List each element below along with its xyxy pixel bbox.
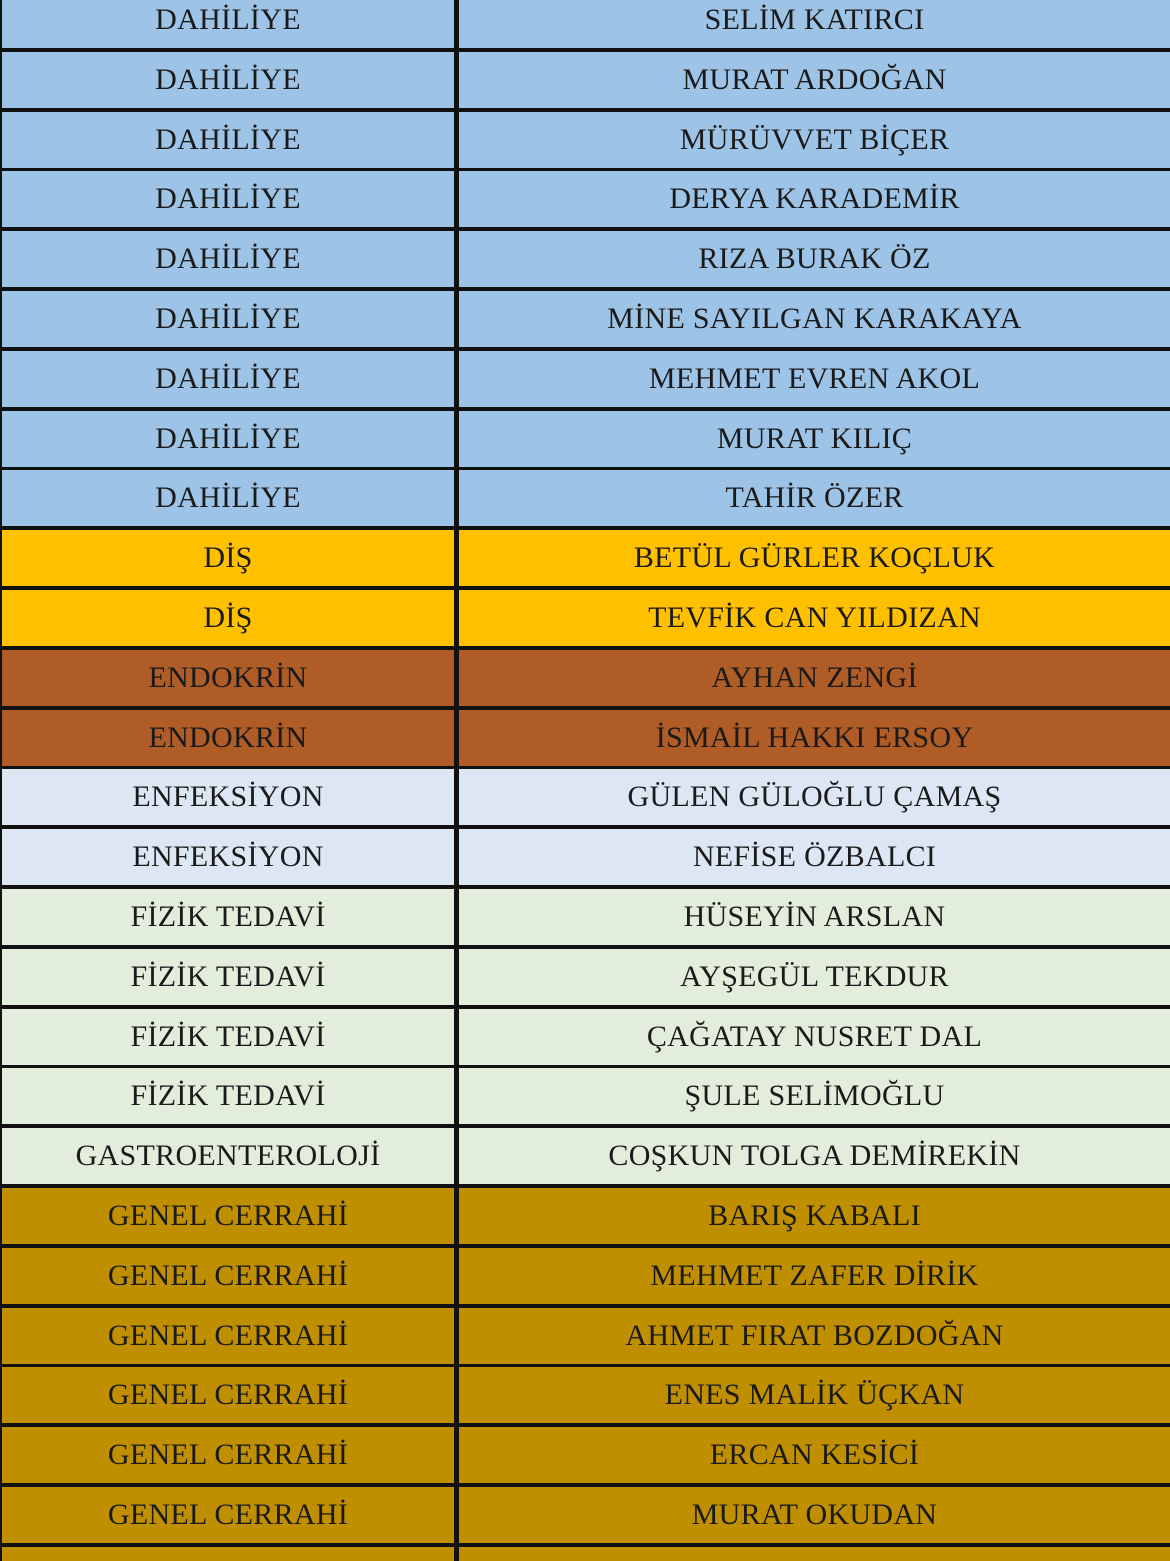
department-cell: DAHİLİYE bbox=[0, 351, 454, 407]
table-row bbox=[0, 769, 1170, 825]
doctor-name-cell: BARIŞ KABALI bbox=[454, 1188, 1170, 1244]
department-cell: ENDOKRİN bbox=[0, 710, 454, 766]
doctor-name-cell: ŞULE SELİMOĞLU bbox=[454, 1068, 1170, 1124]
table-row bbox=[0, 291, 1170, 347]
department-cell: GENEL CERRAHİ bbox=[0, 1487, 454, 1543]
doctor-name-cell: GÜLEN GÜLOĞLU ÇAMAŞ bbox=[454, 769, 1170, 825]
department-cell: DİŞ bbox=[0, 590, 454, 646]
table-row bbox=[0, 1188, 1170, 1244]
department-cell: GENEL CERRAHİ bbox=[0, 1427, 454, 1483]
doctor-name-cell: AYHAN ZENGİ bbox=[454, 650, 1170, 706]
table-row bbox=[0, 1248, 1170, 1304]
department-cell: DAHİLİYE bbox=[0, 291, 454, 347]
department-cell: ENDOKRİN bbox=[0, 650, 454, 706]
department-cell: DAHİLİYE bbox=[0, 411, 454, 467]
table-row bbox=[0, 889, 1170, 945]
doctor-name-cell: MEHMET EVREN AKOL bbox=[454, 351, 1170, 407]
department-cell: FİZİK TEDAVİ bbox=[0, 889, 454, 945]
table-row bbox=[0, 710, 1170, 766]
table-row bbox=[0, 1547, 1170, 1561]
doctor-name-cell: ÇAĞATAY NUSRET DAL bbox=[454, 1009, 1170, 1065]
table-row bbox=[0, 949, 1170, 1005]
doctor-name-cell: AHMET FIRAT BOZDOĞAN bbox=[454, 1308, 1170, 1364]
department-cell: DAHİLİYE bbox=[0, 0, 454, 48]
doctor-name-cell: COŞKUN TOLGA DEMİREKİN bbox=[454, 1128, 1170, 1184]
department-cell: FİZİK TEDAVİ bbox=[0, 1009, 454, 1065]
department-cell: DAHİLİYE bbox=[0, 231, 454, 287]
doctor-name-cell: MURAT ARDOĞAN bbox=[454, 52, 1170, 108]
doctor-name-cell: TAHİR ÖZER bbox=[454, 470, 1170, 526]
table-row bbox=[0, 231, 1170, 287]
table-row bbox=[0, 1308, 1170, 1364]
department-cell: ENFEKSİYON bbox=[0, 769, 454, 825]
department-cell: DAHİLİYE bbox=[0, 52, 454, 108]
doctor-name-cell: TEVFİK CAN YILDIZAN bbox=[454, 590, 1170, 646]
department-cell: GENEL CERRAHİ bbox=[0, 1248, 454, 1304]
department-cell: GENEL CERRAHİ bbox=[0, 1188, 454, 1244]
doctor-name-cell: SELİM KATIRCI bbox=[454, 0, 1170, 48]
department-cell: ENFEKSİYON bbox=[0, 829, 454, 885]
table-row bbox=[0, 650, 1170, 706]
table-row bbox=[0, 1009, 1170, 1065]
department-cell: DAHİLİYE bbox=[0, 112, 454, 168]
doctor-name-cell: ENES MALİK ÜÇKAN bbox=[454, 1367, 1170, 1423]
table-row bbox=[0, 1068, 1170, 1124]
table-row bbox=[0, 351, 1170, 407]
department-cell: GENEL CERRAHİ bbox=[0, 1367, 454, 1423]
table-row bbox=[0, 52, 1170, 108]
table-row bbox=[0, 470, 1170, 526]
department-cell: GASTROENTEROLOJİ bbox=[0, 1128, 454, 1184]
department-cell: GENEL CERRAHİ bbox=[0, 1308, 454, 1364]
table-row bbox=[0, 829, 1170, 885]
table-row bbox=[0, 1427, 1170, 1483]
table-row bbox=[0, 1128, 1170, 1184]
doctor-name-cell: DERYA KARADEMİR bbox=[454, 171, 1170, 227]
table-row bbox=[0, 530, 1170, 586]
department-cell: FİZİK TEDAVİ bbox=[0, 949, 454, 1005]
doctor-name-cell bbox=[454, 1547, 1170, 1561]
doctor-name-cell: BETÜL GÜRLER KOÇLUK bbox=[454, 530, 1170, 586]
doctor-name-cell: HÜSEYİN ARSLAN bbox=[454, 889, 1170, 945]
doctor-name-cell: MİNE SAYILGAN KARAKAYA bbox=[454, 291, 1170, 347]
table-row bbox=[0, 112, 1170, 168]
doctor-name-cell: MURAT KILIÇ bbox=[454, 411, 1170, 467]
doctor-name-cell: NEFİSE ÖZBALCI bbox=[454, 829, 1170, 885]
department-cell: FİZİK TEDAVİ bbox=[0, 1068, 454, 1124]
table-row bbox=[0, 1367, 1170, 1423]
doctor-name-cell: RIZA BURAK ÖZ bbox=[454, 231, 1170, 287]
doctor-name-cell: MEHMET ZAFER DİRİK bbox=[454, 1248, 1170, 1304]
department-cell: DAHİLİYE bbox=[0, 470, 454, 526]
table-row bbox=[0, 1487, 1170, 1543]
doctor-name-cell: MURAT OKUDAN bbox=[454, 1487, 1170, 1543]
table-row bbox=[0, 411, 1170, 467]
doctor-name-cell: ERCAN KESİCİ bbox=[454, 1427, 1170, 1483]
department-cell: DAHİLİYE bbox=[0, 171, 454, 227]
doctor-name-cell: İSMAİL HAKKI ERSOY bbox=[454, 710, 1170, 766]
department-cell: DİŞ bbox=[0, 530, 454, 586]
table-row bbox=[0, 171, 1170, 227]
table-row bbox=[0, 0, 1170, 48]
department-cell bbox=[0, 1547, 454, 1561]
doctor-name-cell: MÜRÜVVET BİÇER bbox=[454, 112, 1170, 168]
doctor-name-cell: AYŞEGÜL TEKDUR bbox=[454, 949, 1170, 1005]
table-row bbox=[0, 590, 1170, 646]
